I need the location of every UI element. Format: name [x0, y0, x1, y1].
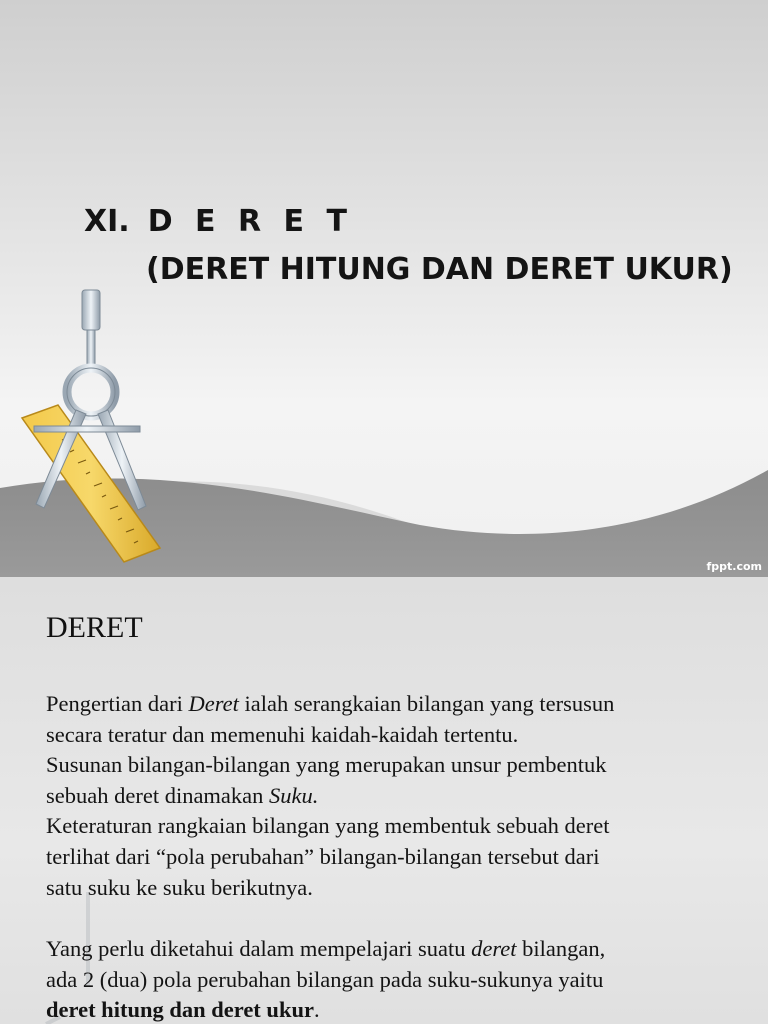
definition-paragraph [46, 689, 766, 903]
text-line: satu suku ke suku berikutnya. [46, 874, 313, 900]
text-line [46, 934, 766, 965]
text-line: terlihat dari “pola perubahan” bilangan-bilangan tersebut dari [46, 843, 600, 869]
slide-title [84, 204, 353, 239]
slide-subtitle: (DERET HITUNG DAN DERET UKUR) [146, 252, 733, 287]
emphasis-term: deret [471, 936, 517, 961]
watermark: fppt.com [706, 560, 762, 573]
text-line: Susunan bilangan-bilangan yang merupakan unsur pembentuk [46, 752, 607, 778]
emphasis-term: Deret [188, 691, 239, 716]
title-number: XI. [84, 204, 130, 239]
patterns-paragraph [46, 934, 766, 1024]
text-line [46, 689, 766, 720]
text-line [46, 781, 766, 812]
text-span: bilangan, [516, 936, 606, 961]
content-heading: DERET [46, 611, 143, 644]
text-span: Pengertian dari [46, 691, 189, 716]
text-line [46, 995, 766, 1024]
emphasis-term: Suku. [269, 782, 319, 808]
text-line: secara teratur dan memenuhi kaidah-kaidah tertentu. [46, 721, 519, 747]
text-span: . [313, 997, 320, 1023]
text-span: Yang perlu diketahui dalam mempelajari suatu [46, 936, 472, 961]
title-text: D E R E T [147, 204, 353, 239]
bold-term: deret hitung dan deret ukur [46, 997, 314, 1023]
text-span: sebuah deret dinamakan [46, 782, 270, 808]
content-slide [0, 577, 768, 1024]
text-span: ialah serangkaian bilangan yang tersusun [238, 691, 615, 716]
text-line: ada 2 (dua) pola perubahan bilangan pada suku-sukunya yaitu [46, 966, 604, 992]
text-line: Keteraturan rangkaian bilangan yang membentuk sebuah deret [46, 813, 610, 839]
